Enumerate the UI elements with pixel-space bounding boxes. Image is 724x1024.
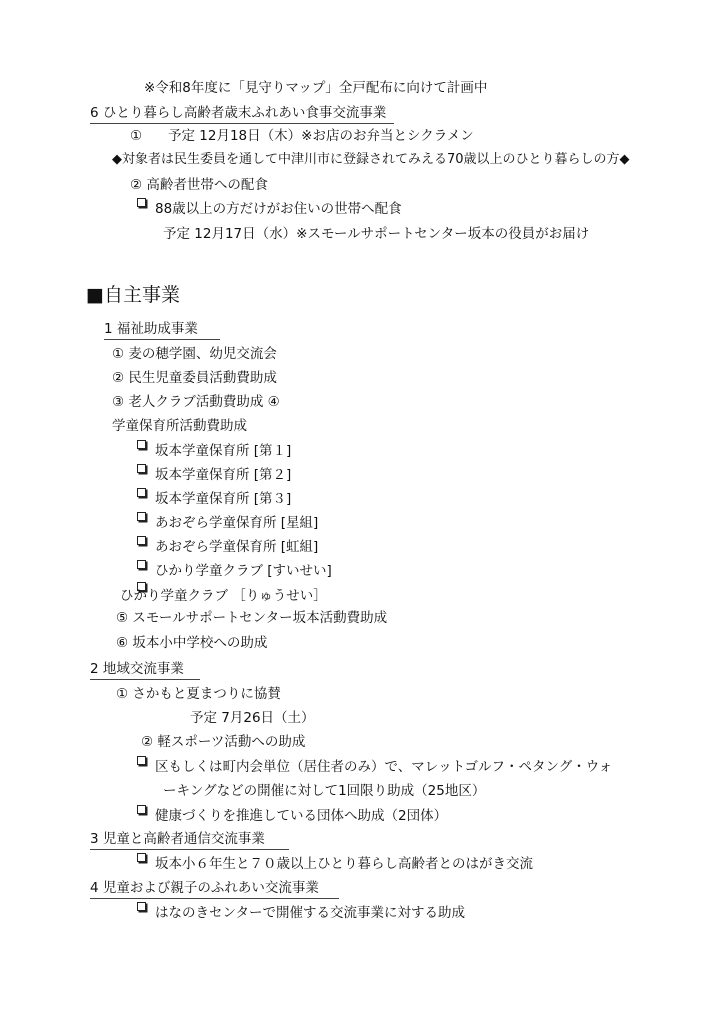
list-item: ① さかもと夏まつりに協賛 [116,686,281,702]
item-2-delivery: ② 高齢者世帯への配食 [130,177,268,193]
checkbox-icon [137,198,146,207]
target-note: ◆対象者は民生委員を通して中津川市に登録されてみえる70歳以上のひとり暮らしの方◆ [112,152,630,167]
list-item-continued: 学童保育所活動費助成 [112,418,247,434]
item-1-marker: ① [130,128,143,144]
list-item: ② 民生児童委員活動費助成 [112,370,277,386]
checkbox-icon [137,560,146,569]
item-1-schedule: 予定 12月18日（木）※お店のお弁当とシクラメン [168,128,474,144]
section-1-heading: 1 福祉助成事業 [104,319,220,340]
checkbox-icon [137,853,146,862]
list-subitem: あおぞら学童保育所 [虹組] [155,539,319,555]
list-subitem: 坂本学童保育所 [第３] [155,491,292,507]
list-subitem: 坂本学童保育所 [第１] [155,443,292,459]
item-2-sub: 88歳以上の方だけがお住いの世帯へ配食 [155,201,402,217]
checkbox-icon [137,440,146,449]
checkbox-icon [137,464,146,473]
list-item: ⑤ スモールサポートセンター坂本活動費助成 [116,610,388,626]
section-4-heading: 4 児童および親子のふれあい交流事業 [90,878,339,899]
list-item: ① 麦の穂学園、幼児交流会 [112,346,277,362]
list-subitem: 坂本学童保育所 [第２] [155,467,292,483]
list-item: ② 軽スポーツ活動への助成 [141,734,306,750]
checkbox-icon [137,805,146,814]
list-subitem-continued: ーキングなどの開催に対して1回限り助成（25地区） [163,783,486,799]
checkbox-icon [137,756,146,765]
checkbox-icon [137,902,146,911]
item-schedule: 予定 7月26日（土） [190,710,315,726]
list-subitem: 坂本小６年生と７０歳以上ひとり暮らし高齢者とのはがき交流 [155,856,533,872]
checkbox-icon [137,488,146,497]
plan-note: ※令和8年度に「見守りマップ」全戸配布に向けて計画中 [144,80,488,96]
list-subitem: 健康づくりを推進している団体へ助成（2団体） [155,808,448,824]
list-subitem: ひかり学童クラブ [すいせい] [155,563,332,579]
checkbox-icon [137,536,146,545]
list-item: ③ 老人クラブ活動費助成 ④ [112,394,280,410]
list-subitem: ひかり学童クラブ ［りゅうせい］ [120,588,327,604]
list-item: ⑥ 坂本小中学校への助成 [116,635,268,651]
section-3-heading: 3 児童と高齢者通信交流事業 [90,829,289,850]
item-2-schedule: 予定 12月17日（水）※スモールサポートセンター坂本の役員がお届け [163,226,590,242]
list-subitem: 区もしくは町内会単位（居住者のみ）で、マレットゴルフ・ペタング・ウォ [155,759,613,775]
section-6-heading: 6 ひとり暮らし高齢者歳末ふれあい食事交流事業 [90,103,394,124]
checkbox-icon [137,512,146,521]
section-2-heading: 2 地域交流事業 [90,659,200,680]
list-subitem: あおぞら学童保育所 [星組] [155,515,319,531]
voluntary-title: ■自主事業 [86,284,180,306]
list-subitem: はなのきセンターで開催する交流事業に対する助成 [155,905,465,921]
